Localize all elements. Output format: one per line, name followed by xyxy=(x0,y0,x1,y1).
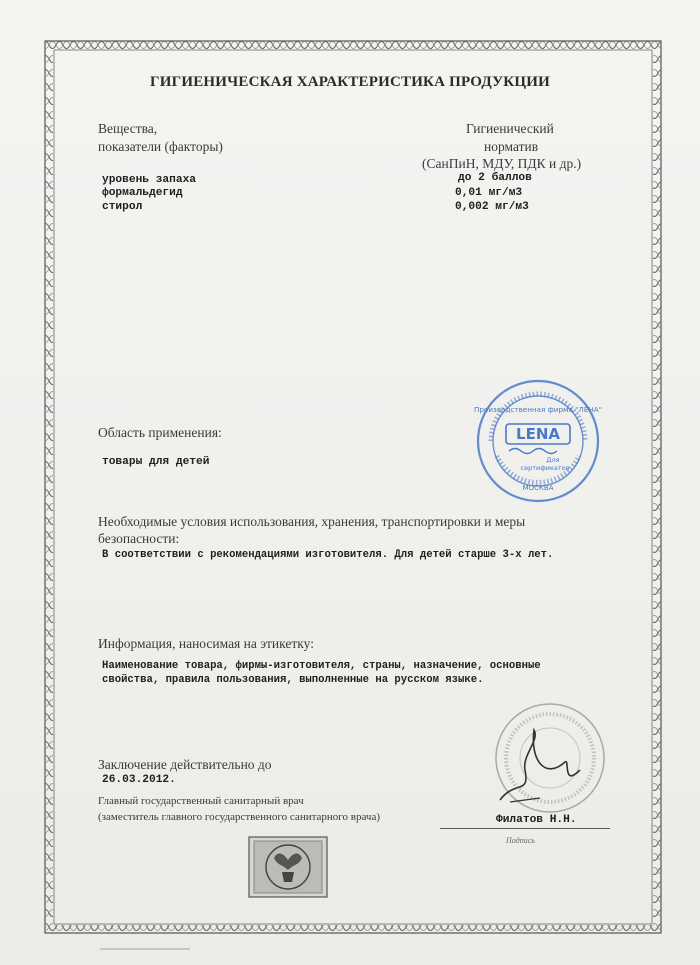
emblem-icon xyxy=(248,836,328,898)
column-right-header-line2: норматив xyxy=(484,139,539,154)
column-right-header-line3: (СанПиН, МДУ, ПДК и др.) xyxy=(422,156,582,171)
application-label: Область применения: xyxy=(98,425,222,440)
stamp-purpose-line2: сертификатов xyxy=(520,464,570,472)
conditions-value: В соответствии с рекомендациями изготовителя. Для детей старше 3-х лет. xyxy=(102,549,554,561)
validity-date: 26.03.2012. xyxy=(102,774,176,786)
row-value-odor: до 2 баллов xyxy=(458,172,532,184)
stamp-company: Производственная фирма "ЛЕНА" xyxy=(473,405,603,414)
row-name-odor: уровень запаха xyxy=(102,174,196,186)
scan-artifact xyxy=(100,948,190,950)
official-stamp-signature xyxy=(470,700,620,820)
label-info-value-line2: свойства, правила пользования, выполненные на русском языке. xyxy=(102,674,484,686)
row-value-styrene: 0,002 мг/м3 xyxy=(455,201,529,213)
signatory-title-line2: (заместитель главного государственного санитарного врача) xyxy=(98,811,381,823)
signature-line xyxy=(440,828,610,829)
row-name-styrene: стирол xyxy=(102,201,143,213)
signatory-title-line1: Главный государственный санитарный врач xyxy=(98,795,304,807)
row-name-formaldehyde: формальдегид xyxy=(102,187,183,199)
application-value: товары для детей xyxy=(102,456,210,468)
column-left-header-line1: Вещества, xyxy=(98,121,158,136)
column-right-header-line1: Гигиенический xyxy=(466,121,554,136)
label-info-label: Информация, наносимая на этикетку: xyxy=(98,636,314,651)
row-value-formaldehyde: 0,01 мг/м3 xyxy=(455,187,523,199)
signatory-name: Филатов Н.Н. xyxy=(496,814,577,826)
stamp-city: МОСКВА xyxy=(522,484,554,492)
column-left-header-line2: показатели (факторы) xyxy=(98,139,223,154)
document-title: ГИГИЕНИЧЕСКАЯ ХАРАКТЕРИСТИКА ПРОДУКЦИИ xyxy=(150,74,550,90)
validity-label: Заключение действительно до xyxy=(98,757,272,772)
signature-caption: Подпись xyxy=(506,836,535,845)
company-stamp xyxy=(473,376,603,506)
stamp-logo: LENA xyxy=(516,425,560,443)
conditions-label-line2: безопасности: xyxy=(98,531,180,546)
stamp-purpose-line1: Для xyxy=(546,456,560,464)
label-info-value-line1: Наименование товара, фирмы-изготовителя, страны, назначение, основные xyxy=(102,660,541,672)
conditions-label-line1: Необходимые условия использования, хранения, транспортировки и меры xyxy=(98,514,526,529)
